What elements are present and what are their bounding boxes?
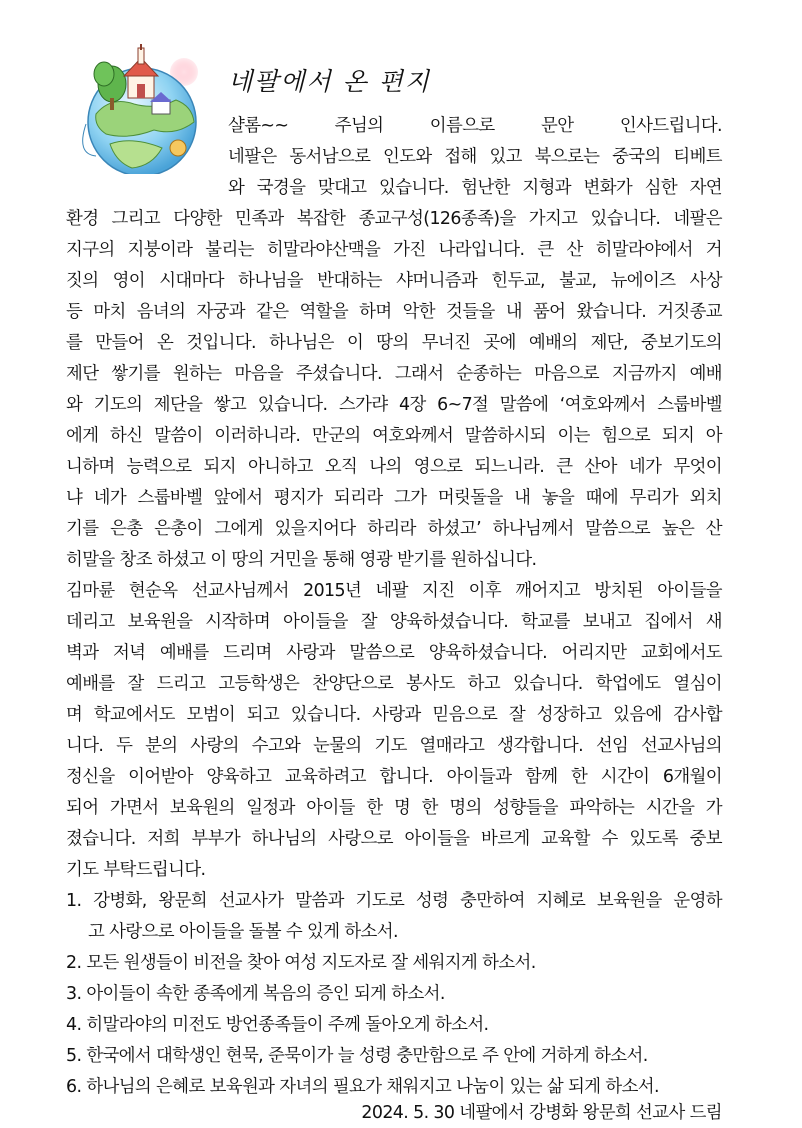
- prayer-item: 4. 히말라야의 미전도 방언종족들이 주께 돌아오게 하소서.: [66, 1015, 489, 1035]
- letter-line: 김마륜 현순옥 선교사님께서 2015년 네팔 지진 이후 깨어지고 방치된 아이들을: [66, 581, 722, 601]
- prayer-item: 2. 모든 원생들이 비전을 찾아 여성 지도자로 잘 세워지게 하소서.: [66, 953, 536, 973]
- prayer-item: 6. 하나님의 은혜로 보육원과 자녀의 필요가 채워지고 나눔이 있는 삶 되게 하소서.: [66, 1077, 659, 1097]
- letter-line: 네팔은 동서남으로 인도와 접해 있고 북으로는 중국의 티베트: [228, 147, 722, 167]
- letter-line: 며 학교에서도 모범이 되고 있습니다. 사랑과 믿음으로 잘 성장하고 있음에 감사합: [66, 705, 722, 725]
- letter-title: 네팔에서 온 편지: [228, 67, 431, 96]
- letter-line: 지구의 지붕이라 불리는 히말라야산맥을 가진 나라입니다. 큰 산 히말라야에서 거: [66, 240, 722, 260]
- letter-line: 벽과 저녁 예배를 드리며 사랑과 말씀으로 양육하셨습니다. 어리지만 교회에서도: [66, 643, 722, 663]
- letter-line: 기도 부탁드립니다.: [66, 860, 206, 880]
- letter-line: 를 만들어 온 것입니다. 하나님은 이 땅의 무너진 곳에 예배의 제단, 중보기도의: [66, 333, 722, 353]
- letter-line: 기를 은총 은총이 그에게 있을지어다 하리라 하셨고’ 하나님께서 말씀으로 높은 산: [66, 519, 722, 539]
- letter-line: 샬롬~~ 주님의 이름으로 문안 인사드립니다.: [228, 116, 722, 136]
- letter-line: 에게 하신 말씀이 이러하니라. 만군의 여호와께서 말씀하시되 이는 힘으로 되지 아: [66, 426, 722, 446]
- letter-line: 정신을 이어받아 양육하고 교육하려고 합니다. 아이들과 함께 한 시간이 6개월이: [66, 767, 722, 787]
- prayer-item: 1. 강병화, 왕문희 선교사가 말씀과 기도로 성령 충만하여 지혜로 보육원을 운영하: [66, 891, 722, 911]
- globe-church-illustration: [66, 44, 218, 174]
- letter-line: 제단 쌓기를 원하는 마음을 주셨습니다. 그래서 순종하는 마음으로 지금까지 예배: [66, 364, 722, 384]
- letter-line: 니하며 능력으로 되지 아니하고 오직 나의 영으로 되느니라. 큰 산아 네가 무엇이: [66, 457, 722, 477]
- letter-line: 짓의 영이 시대마다 하나님을 반대하는 샤머니즘과 힌두교, 불교, 뉴에이즈 사상: [66, 271, 722, 291]
- letter-line: 되어 가면서 보육원의 일정과 아이들 한 명 한 명의 성향들을 파악하는 시간을 가: [66, 798, 722, 818]
- prayer-item: 5. 한국에서 대학생인 현묵, 준묵이가 늘 성령 충만함으로 주 안에 거하게 하소서.: [66, 1046, 648, 1066]
- prayer-item: 고 사랑으로 아이들을 돌볼 수 있게 하소서.: [88, 922, 398, 942]
- letter-line: 와 국경을 맞대고 있습니다. 험난한 지형과 변화가 심한 자연: [228, 178, 722, 198]
- letter-line: 니다. 두 분의 사랑의 수고와 눈물의 기도 열매라고 생각합니다. 선임 선교사님의: [66, 736, 722, 756]
- letter-line: 데리고 보육원을 시작하며 아이들을 잘 양육하셨습니다. 학교를 보내고 집에서 새: [66, 612, 722, 632]
- letter-line: 냐 네가 스룹바벨 앞에서 평지가 되리라 그가 머릿돌을 내 놓을 때에 무리가 외치: [66, 488, 722, 508]
- letter-line: 히말을 창조 하셨고 이 땅의 거민을 통해 영광 받기를 원하십니다.: [66, 550, 537, 570]
- prayer-item: 3. 아이들이 속한 종족에게 복음의 증인 되게 하소서.: [66, 984, 445, 1004]
- letter-line: 와 기도의 제단을 쌓고 있습니다. 스가랴 4장 6~7절 말씀에 ‘여호와께서 스룹바벨: [66, 395, 722, 415]
- signature-line: 2024. 5. 30 네팔에서 강병화 왕문희 선교사 드림: [361, 1103, 722, 1123]
- letter-line: 예배를 잘 드리고 고등학생은 찬양단으로 봉사도 하고 있습니다. 학업에도 열심이: [66, 674, 722, 694]
- letter-line: 환경 그리고 다양한 민족과 복잡한 종교구성(126종족)을 가지고 있습니다. 네팔은: [66, 209, 722, 229]
- letter-line: 졌습니다. 저희 부부가 하나님의 사랑으로 아이들을 바르게 교육할 수 있도록 중보: [66, 829, 722, 849]
- letter-line: 등 마치 음녀의 자궁과 같은 역할을 하며 악한 것들을 내 품어 왔습니다. 거짓종교: [66, 302, 722, 322]
